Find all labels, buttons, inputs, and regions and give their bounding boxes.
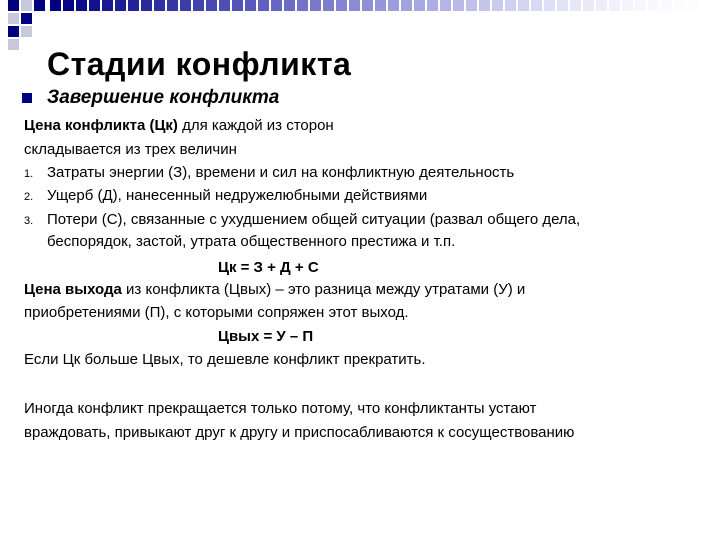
conclusion-text: Если Цк больше Цвых, то дешевле конфликт прекратить. bbox=[24, 351, 426, 368]
intro-line-1 bbox=[24, 117, 334, 134]
list-number: 3. bbox=[24, 215, 34, 227]
list-number: 1. bbox=[24, 168, 34, 180]
list-number: 2. bbox=[24, 191, 34, 203]
intro-rest-text: для каждой из сторон bbox=[177, 117, 334, 134]
exit-line-1 bbox=[24, 281, 525, 298]
square-bullet-icon bbox=[22, 93, 32, 103]
exit-line-2: приобретениями (П), с которыми сопряжен этот выход. bbox=[24, 304, 409, 321]
list-item-1 bbox=[24, 164, 514, 181]
paragraph-line-1: Иногда конфликт прекращается только потому, что конфликтанты устают bbox=[24, 400, 537, 417]
slide-title: Стадии конфликта bbox=[47, 46, 352, 82]
paragraph-line-2: враждовать, привыкают друг к другу и приспосабливаются к сосуществованию bbox=[24, 424, 575, 441]
list-item-text: Затраты энергии (З), времени и сил на конфликтную деятельность bbox=[47, 164, 515, 181]
exit-bold-term: Цена выхода bbox=[24, 281, 122, 298]
formula-exit-cost: Цвых = У – П bbox=[218, 328, 314, 345]
list-item-text: Ущерб (Д), нанесенный недружелюбными действиями bbox=[47, 187, 428, 204]
intro-line-2: складывается из трех величин bbox=[24, 141, 237, 158]
slide-subtitle: Завершение конфликта bbox=[47, 87, 280, 108]
exit-rest-text: из конфликта (Цвых) – это разница между утратами (У) и bbox=[121, 281, 526, 298]
list-item-text: Потери (С), связанные с ухудшением общей ситуации (развал общего дела, bbox=[47, 211, 581, 228]
subtitle-row bbox=[22, 87, 279, 109]
list-item-3-continuation: беспорядок, застой, утрата общественного престижа и т.п. bbox=[47, 233, 456, 250]
list-item-2 bbox=[24, 187, 427, 204]
list-item-3 bbox=[24, 211, 580, 228]
intro-bold-term: Цена конфликта (Цк) bbox=[24, 117, 178, 134]
formula-conflict-cost: Цк = З + Д + С bbox=[218, 259, 319, 276]
